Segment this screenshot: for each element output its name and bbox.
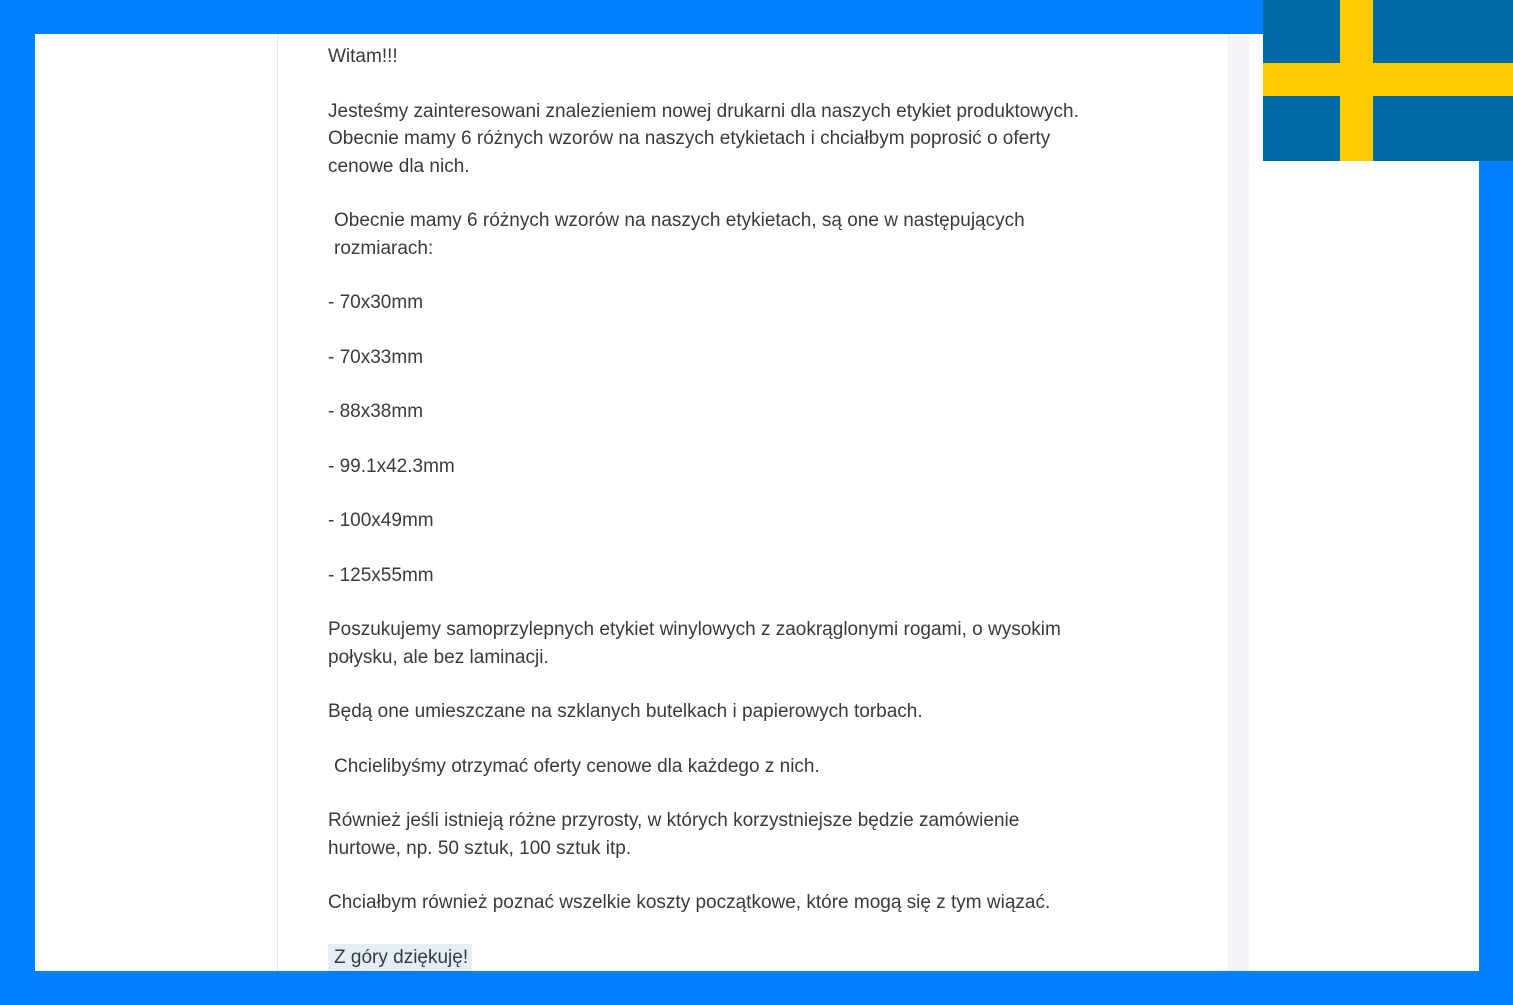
setup-costs-paragraph: Chciałbym również poznać wszelkie koszty początkowe, które mogą się z tym wiązać. — [328, 892, 1051, 913]
message-pane — [278, 34, 1228, 971]
usage-paragraph: Będą one umieszczane na szklanych butelkach i papierowych torbach. — [328, 701, 923, 722]
scroll-gutter — [1228, 34, 1249, 971]
material-paragraph: Poszukujemy samoprzylepnych etykiet winylowych z zaokrąglonymi rogami, o wysokim połysku, ale bez laminacji. — [328, 619, 1061, 668]
left-panel — [35, 34, 278, 971]
request-paragraph: Chcielibyśmy otrzymać oferty cenowe dla każdego z nich. — [334, 755, 820, 777]
increments-paragraph: Również jeśli istnieją różne przyrosty, w których korzystniejsze będzie zamówienie hurtowe, np. 50 sztuk, 100 sztuk itp. — [328, 810, 1020, 859]
sweden-flag-icon — [1263, 0, 1513, 161]
greeting-text: Witam!!! — [328, 46, 398, 67]
email-window — [35, 34, 1479, 971]
intro-paragraph: Jesteśmy zainteresowani znalezieniem nowej drukarni dla naszych etykiet produktowych. Obecnie mamy 6 różnych wzorów na naszych etykietach i chciałbym poprosić o oferty cenowe dla nich. — [328, 100, 1079, 177]
size-item: - 88x38mm — [328, 401, 424, 422]
closing-highlight: Z góry dziękuję! — [328, 944, 472, 972]
size-item: - 70x30mm — [328, 292, 424, 313]
size-item: - 70x33mm — [328, 346, 424, 368]
right-panel — [1249, 34, 1479, 971]
size-item: - 125x55mm — [328, 564, 434, 586]
message-body — [328, 43, 1208, 971]
size-item: - 99.1x42.3mm — [328, 455, 455, 477]
size-item: - 100x49mm — [328, 510, 434, 531]
sizes-intro-paragraph: Obecnie mamy 6 różnych wzorów na naszych etykietach, są one w następujących rozmiarach: — [334, 210, 1025, 259]
closing-line — [328, 944, 1208, 972]
flag-cross-horizontal — [1263, 63, 1513, 96]
